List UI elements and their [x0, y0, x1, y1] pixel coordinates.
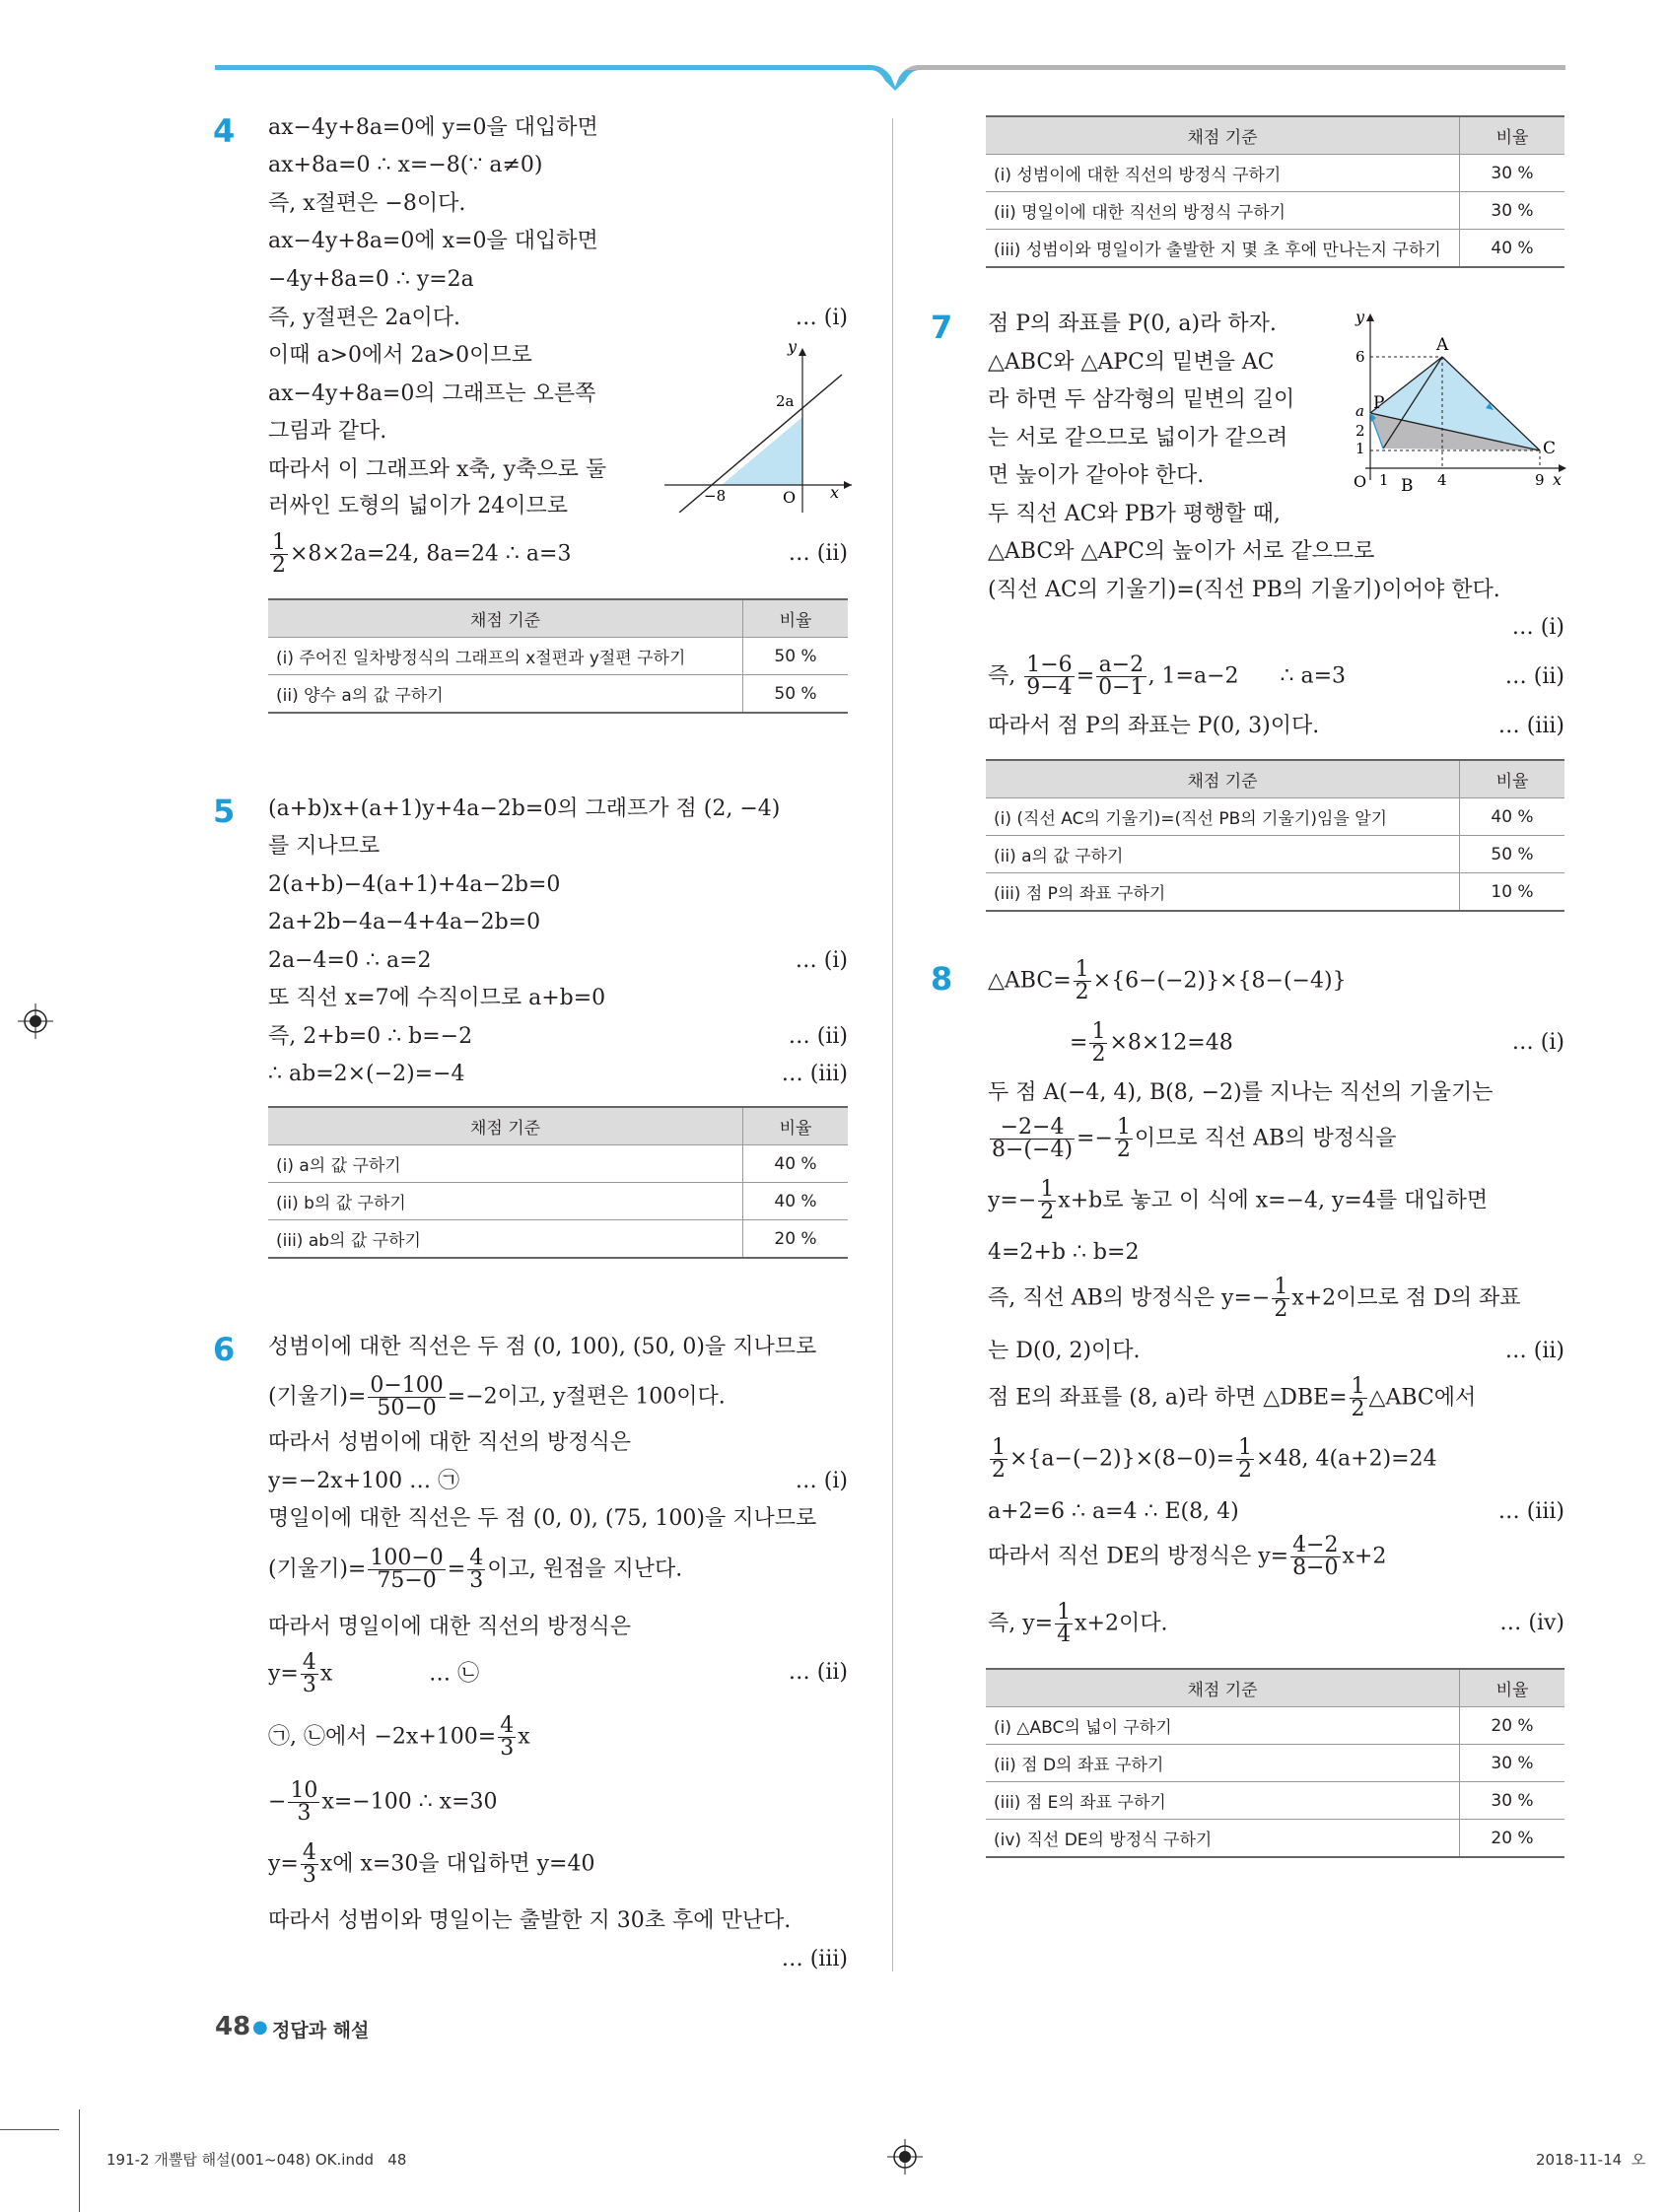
p7-line: 점 P의 좌표를 P(0, a)라 하자. — [988, 311, 1277, 336]
fraction: $\frac{1}{2}$ — [992, 1435, 1006, 1483]
tick-label: 2 — [1355, 422, 1365, 440]
registration-mark-icon — [18, 1003, 53, 1039]
column-divider — [892, 118, 893, 1971]
fraction: $\frac{1}{2}$ — [1238, 1435, 1253, 1483]
fraction: $\frac{1-6}{9-4}$ — [1026, 653, 1073, 700]
table-row: (ii) 점 D의 좌표 구하기 30 % — [986, 1745, 1564, 1782]
p8-line: 즉, 직선 AB의 방정식은 y=− $\frac{1}{2}$ x+2이므로 점 D의 좌표 — [988, 1275, 1521, 1322]
table-row: (i) (직선 AC의 기울기)=(직선 PB의 기울기)임을 알기 40 % — [986, 798, 1564, 836]
problem-7-number: 7 — [931, 309, 953, 346]
table-header: 비율 — [743, 599, 849, 638]
p5-mark: … (ii) — [788, 1024, 848, 1049]
fraction: $\frac{100-0}{75-0}$ — [370, 1546, 444, 1593]
problem-4-number: 4 — [213, 112, 236, 150]
table-row: (i) a의 값 구하기 40 % — [268, 1145, 848, 1183]
p7-mark: … (iii) — [1497, 714, 1564, 738]
table-header: 채점 기준 — [986, 116, 1460, 155]
p4-line: ax−4y+8a=0의 그래프는 오른쪽 — [268, 381, 596, 406]
tick-label: 6 — [1355, 348, 1365, 366]
point-p-label: P — [1373, 393, 1385, 413]
p8-line: y=− $\frac{1}{2}$ x+b로 놓고 이 식에 x=−4, y=4를 대입하면 — [988, 1177, 1489, 1224]
p6-line: 성범이에 대한 직선은 두 점 (0, 100), (50, 0)을 지나므로 — [268, 1335, 817, 1359]
p8-mark: … (ii) — [1504, 1339, 1564, 1363]
fraction: $\frac{1}{2}$ — [1116, 1115, 1131, 1162]
p7-line: 따라서 점 P의 좌표는 P(0, 3)이다. — [988, 714, 1320, 738]
p7-line: 라 하면 두 삼각형의 밑변의 길이 — [988, 387, 1295, 412]
table-row: (i) △ABC의 넓이 구하기 20 % — [986, 1707, 1564, 1745]
table-header: 비율 — [1460, 116, 1565, 155]
tick-label: 9 — [1535, 471, 1545, 489]
p6-line: 따라서 성범이에 대한 직선의 방정식은 — [268, 1430, 632, 1455]
p5-mark: … (i) — [795, 948, 848, 973]
p8-line: $\frac{1}{2}$ ×{a−(−2)}×(8−0)= $\frac{1}{2}$ ×48, 4(a+2)=24 — [992, 1435, 1437, 1483]
p4-graph — [655, 340, 852, 513]
p6-mark: … (iii) — [781, 1947, 848, 1971]
tick-label: 1 — [1379, 471, 1389, 489]
p6-line: y= $\frac{4}{3}$ x … ㉡ — [268, 1650, 480, 1697]
y-label: y — [788, 340, 798, 356]
x-label: x — [830, 483, 840, 502]
fraction: $\frac{1}{2}$ — [1040, 1177, 1055, 1224]
p8-mark: … (iv) — [1499, 1611, 1564, 1635]
origin-label: O — [1354, 472, 1367, 491]
p8-line: 점 E의 좌표를 (8, a)라 하면 △DBE= $\frac{1}{2}$ △ABC에서 — [988, 1374, 1477, 1421]
p4-line: 그림과 같다. — [268, 419, 387, 444]
table-header: 채점 기준 — [986, 1669, 1460, 1707]
table-row: (iv) 직선 DE의 방정식 구하기 20 % — [986, 1820, 1564, 1858]
point-b-label: B — [1401, 476, 1414, 495]
tick-label: a — [1355, 402, 1364, 420]
p6-line: 따라서 성범이와 명일이는 출발한 지 30초 후에 만난다. — [268, 1908, 792, 1933]
table-row: (ii) a의 값 구하기 50 % — [986, 836, 1564, 873]
p5-mark: … (iii) — [781, 1062, 848, 1086]
p7-mark: … (ii) — [1504, 664, 1564, 689]
p6-line: ㉠, ㉡에서 −2x+100= $\frac{4}{3}$ x — [268, 1713, 530, 1761]
fraction: $\frac{a-2}{0-1}$ — [1098, 653, 1145, 700]
p4-line: 러싸인 도형의 넓이가 24이므로 — [268, 494, 568, 518]
fraction: $\frac{10}{3}$ — [290, 1778, 318, 1826]
p8-line: 4=2+b ∴ b=2 — [988, 1240, 1140, 1265]
p4-line: 즉, x절편은 −8이다. — [268, 191, 466, 216]
p8-mark: … (iii) — [1497, 1499, 1564, 1524]
p5-line: 또 직선 x=7에 수직이므로 a+b=0 — [268, 986, 606, 1010]
bullet-icon: ● — [252, 2017, 268, 2038]
table-row: (i) 성범이에 대한 직선의 방정식 구하기 30 % — [986, 155, 1564, 192]
p7-line: 면 높이가 같아야 한다. — [988, 463, 1205, 488]
fraction: $\frac{4}{3}$ — [500, 1713, 515, 1761]
p7-line: △ABC와 △APC의 밑변을 AC — [988, 350, 1275, 375]
p5-line: 를 지나므로 — [268, 834, 381, 859]
p8-line: 따라서 직선 DE의 방정식은 y= $\frac{4-2}{8-0}$ x+2 — [988, 1533, 1387, 1580]
p7-line: 두 직선 AC와 PB가 평행할 때, — [988, 502, 1281, 526]
tick-label: 4 — [1437, 471, 1447, 489]
p4-mark: … (i) — [795, 306, 848, 330]
triangle-region — [722, 417, 802, 485]
p8-line: = $\frac{1}{2}$ ×8×12=48 — [1070, 1019, 1233, 1067]
p7-line: 즉, $\frac{1-6}{9-4}$ = $\frac{a-2}{0-1}$ , 1=a−2 ∴ a=3 — [988, 653, 1347, 700]
p7-line: (직선 AC의 기울기)=(직선 PB의 기울기)이어야 한다. — [988, 578, 1500, 602]
p7-mark: … (i) — [1511, 615, 1564, 640]
p5-line: ∴ ab=2×(−2)=−4 — [268, 1062, 465, 1086]
header-bar — [215, 61, 1565, 91]
x-intercept-label: −8 — [704, 487, 727, 505]
p5-line: (a+b)x+(a+1)y+4a−2b=0의 그래프가 점 (2, −4) — [268, 796, 781, 821]
crop-mark — [0, 2129, 59, 2130]
table-header: 비율 — [1460, 1669, 1565, 1707]
table-header: 채점 기준 — [268, 1107, 743, 1145]
p8-line: a+2=6 ∴ a=4 ∴ E(8, 4) — [988, 1499, 1239, 1524]
fraction: $\frac{1}{2}$ — [1091, 1019, 1106, 1067]
p5-scoring-table — [268, 1106, 848, 1259]
page-number: 48 — [215, 2012, 251, 2041]
p6-line: y= $\frac{4}{3}$ x에 x=30을 대입하면 y=40 — [268, 1840, 595, 1888]
fraction: $\frac{4}{3}$ — [302, 1650, 316, 1697]
p7-line: 는 서로 같으므로 넓이가 같으려 — [988, 426, 1288, 450]
fraction: $\frac{1}{2}$ — [1351, 1374, 1365, 1421]
fraction: $\frac{1}{4}$ — [1057, 1600, 1072, 1647]
table-row: (iii) ab의 값 구하기 20 % — [268, 1220, 848, 1259]
p6-line: (기울기)= $\frac{100-0}{75-0}$ = $\frac{4}{3}$ 이고, 원점을 지난다. — [268, 1546, 683, 1593]
registration-mark-icon — [887, 2139, 923, 2175]
table-header: 비율 — [1460, 760, 1565, 798]
p4-line: 이때 a>0에서 2a>0이므로 — [268, 343, 532, 368]
table-row: (iii) 성범이와 명일이가 출발한 지 몇 초 후에 만나는지 구하기 40 % — [986, 230, 1564, 268]
p7-graph — [1346, 308, 1567, 495]
table-row: (ii) 양수 a의 값 구하기 50 % — [268, 675, 848, 714]
p6-line: 따라서 명일이에 대한 직선의 방정식은 — [268, 1615, 632, 1639]
p6-line: y=−2x+100 … ㉠ — [268, 1469, 460, 1493]
x-label: x — [1553, 470, 1563, 489]
tick-label: 1 — [1355, 440, 1365, 457]
problem-5-number: 5 — [213, 793, 236, 830]
table-row: (iii) 점 P의 좌표 구하기 10 % — [986, 873, 1564, 912]
p8-scoring-table — [986, 1668, 1564, 1858]
file-info: 191-2 개뿔탑 해설(001~048) OK.indd 48 — [106, 2151, 407, 2169]
table-header: 비율 — [743, 1107, 849, 1145]
p5-line: 2(a+b)−4(a+1)+4a−2b=0 — [268, 872, 561, 897]
p6-mark: … (ii) — [788, 1660, 848, 1685]
origin-label: O — [783, 488, 797, 507]
table-header: 채점 기준 — [986, 760, 1460, 798]
section-title: 정답과 해설 — [272, 2020, 370, 2041]
p4-mark: … (ii) — [788, 541, 848, 566]
p6-line: (기울기)= $\frac{0-100}{50-0}$ =−2이고, y절편은 100이다. — [268, 1373, 726, 1420]
p8-mark: … (i) — [1511, 1030, 1564, 1055]
y-intercept-label: 2a — [776, 392, 795, 410]
p8-line: 즉, y= $\frac{1}{4}$ x+2이다. — [988, 1600, 1168, 1647]
p6-line: 명일이에 대한 직선은 두 점 (0, 0), (75, 100)을 지나므로 — [268, 1506, 817, 1531]
fraction: $\frac{4-2}{8-0}$ — [1292, 1533, 1339, 1580]
p4-line: 따라서 이 그래프와 x축, y축으로 둘 — [268, 457, 607, 482]
p4-line: −4y+8a=0 ∴ y=2a — [268, 267, 474, 292]
p6-scoring-table — [986, 115, 1564, 268]
fraction: $\frac{1}{2}$ — [272, 530, 286, 578]
p8-line: $\frac{-2-4}{8-(-4)}$ =− $\frac{1}{2}$ 이므로 직선 AB의 방정식을 — [992, 1115, 1397, 1162]
table-row: (iii) 점 E의 좌표 구하기 30 % — [986, 1782, 1564, 1820]
p6-mark: … (i) — [795, 1469, 848, 1493]
p5-line: 즉, 2+b=0 ∴ b=−2 — [268, 1024, 473, 1049]
p4-scoring-table — [268, 598, 848, 714]
fraction: $\frac{4}{3}$ — [469, 1546, 484, 1593]
p4-line: ax−4y+8a=0에 y=0을 대입하면 — [268, 115, 598, 140]
p4-line: ax+8a=0 ∴ x=−8(∵ a≠0) — [268, 153, 543, 177]
point-a-label: A — [1436, 335, 1449, 355]
point-c-label: C — [1543, 439, 1557, 458]
p8-line: 두 점 A(−4, 4), B(8, −2)를 지나는 직선의 기울기는 — [988, 1080, 1494, 1105]
fraction: $\frac{-2-4}{8-(-4)}$ — [992, 1115, 1074, 1162]
y-label: y — [1355, 308, 1365, 326]
fraction: $\frac{1}{2}$ — [1075, 957, 1089, 1004]
p4-line: $\frac{1}{2}$ ×8×2a=24, 8a=24 ∴ a=3 — [272, 530, 572, 578]
fraction: $\frac{4}{3}$ — [302, 1840, 316, 1888]
table-row: (ii) 명일이에 대한 직선의 방정식 구하기 30 % — [986, 192, 1564, 230]
problem-8-number: 8 — [931, 960, 953, 998]
p8-line: 는 D(0, 2)이다. — [988, 1339, 1141, 1363]
print-date: 2018-11-14 오 — [1536, 2151, 1646, 2169]
p8-line: △ABC= $\frac{1}{2}$ ×{6−(−2)}×{8−(−4)} — [988, 957, 1347, 1004]
p5-line: 2a−4=0 ∴ a=2 — [268, 948, 432, 973]
p6-line: − $\frac{10}{3}$ x=−100 ∴ x=30 — [268, 1778, 498, 1826]
p7-scoring-table — [986, 759, 1564, 912]
table-row: (i) 주어진 일차방정식의 그래프의 x절편과 y절편 구하기 50 % — [268, 638, 848, 675]
p7-line: △ABC와 △APC의 높이가 서로 같으므로 — [988, 539, 1375, 564]
problem-6-number: 6 — [213, 1331, 236, 1368]
table-header: 채점 기준 — [268, 599, 743, 638]
table-row: (ii) b의 값 구하기 40 % — [268, 1183, 848, 1220]
p4-line: 즉, y절편은 2a이다. — [268, 306, 461, 330]
p4-line: ax−4y+8a=0에 x=0을 대입하면 — [268, 229, 598, 253]
fraction: $\frac{1}{2}$ — [1274, 1275, 1288, 1322]
fraction: $\frac{0-100}{50-0}$ — [370, 1373, 444, 1420]
p5-line: 2a+2b−4a−4+4a−2b=0 — [268, 910, 541, 934]
crop-mark — [79, 2109, 80, 2212]
